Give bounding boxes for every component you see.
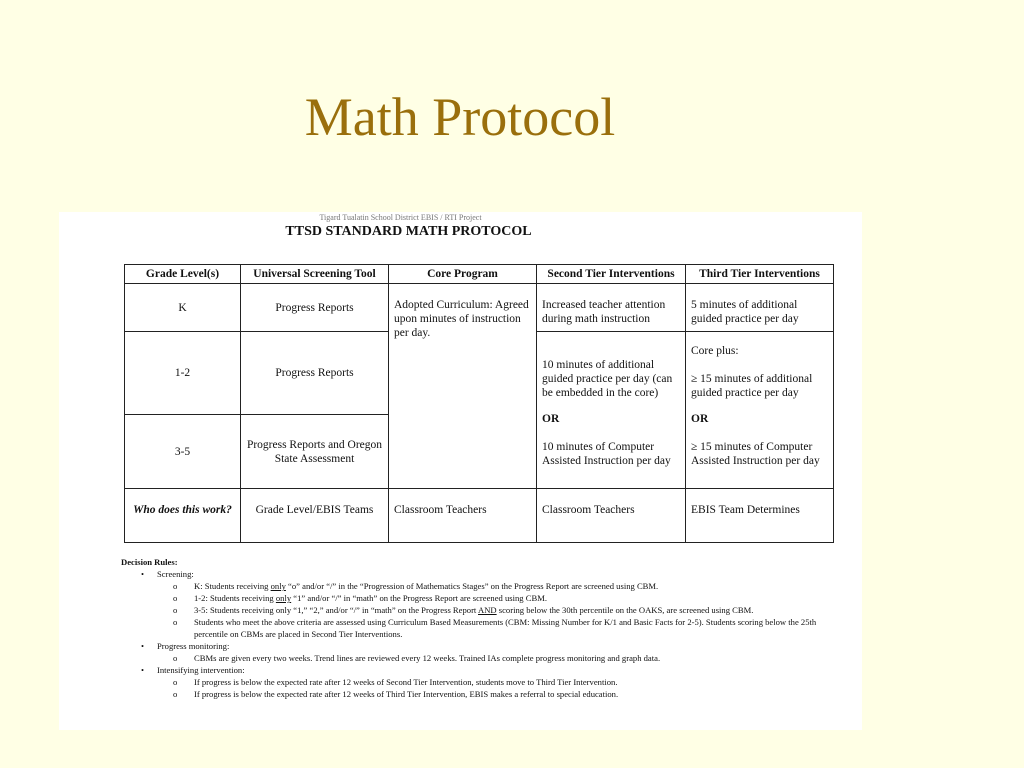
intensifying-sublist — [157, 676, 821, 700]
intensifying-text-2: If progress is below the expected rate after 12 weeks of Third Tier Intervention, EBIS makes a referral to special education. — [194, 689, 619, 699]
list-item — [173, 580, 821, 592]
circle-bullet-icon: o — [173, 581, 178, 591]
circle-bullet-icon: o — [173, 617, 178, 627]
list-item — [173, 676, 821, 688]
second-tier-option-1: 10 minutes of additional guided practice per day (can be embedded in the core) — [542, 359, 673, 399]
second-tier-option-2: 10 minutes of Computer Assisted Instruction per day — [542, 441, 671, 467]
decision-rules-heading: Decision Rules: — [121, 557, 178, 567]
cell-tool-3-5: Progress Reports and Oregon State Assessment — [241, 415, 389, 489]
screening-1-2-text: 1-2: Students receiving — [194, 593, 276, 603]
cell-third-upper — [686, 332, 834, 489]
screening-label: Screening: — [157, 569, 194, 579]
screening-k-only: only — [270, 581, 286, 591]
screening-3-5-text: 3-5: Students receiving only “1,” “2,” and/or “/” in “math” on the Progress Report — [194, 605, 478, 615]
monitoring-sublist — [157, 652, 821, 664]
screening-k-text-2: “o” and/or “/” in the “Progression of Mathematics Stages” on the Progress Report are screened using CBM. — [285, 581, 659, 591]
circle-bullet-icon: o — [173, 677, 178, 687]
cell-who-label: Who does this work? — [125, 489, 241, 543]
bullet-icon: • — [141, 569, 145, 579]
cell-third-k: 5 minutes of additional guided practice per day — [686, 284, 834, 332]
list-item — [173, 652, 821, 664]
table-row-who — [125, 489, 834, 543]
screening-3-5-and: AND — [478, 605, 497, 615]
screening-3-5-text-2: scoring below the 30th percentile on the OAKS, are screened using CBM. — [496, 605, 754, 615]
header-third-tier: Third Tier Interventions — [686, 265, 834, 284]
screening-1-2-text-2: “1” and/or “/” in “math” on the Progress Report are screened using CBM. — [291, 593, 547, 603]
slide-title: Math Protocol — [304, 87, 616, 147]
cell-second-k: Increased teacher attention during math instruction — [537, 284, 686, 332]
document-title: TTSD STANDARD MATH PROTOCOL — [285, 224, 532, 239]
table-header-row — [125, 265, 834, 284]
document-header: Tigard Tualatin School District EBIS / RTI Project — [319, 213, 482, 222]
header-second-tier: Second Tier Interventions — [537, 265, 686, 284]
cell-tool-k: Progress Reports — [241, 284, 389, 332]
bullet-icon: • — [141, 641, 145, 651]
intensifying-text-1: If progress is below the expected rate after 12 weeks of Second Tier Intervention, students move to Third Tier Intervention. — [194, 677, 618, 687]
circle-bullet-icon: o — [173, 689, 178, 699]
header-screening-tool: Universal Screening Tool — [241, 265, 389, 284]
list-item — [173, 616, 821, 640]
cell-grade-k: K — [125, 284, 241, 332]
header-core-program: Core Program — [389, 265, 537, 284]
list-item — [173, 592, 821, 604]
screening-cbm-text: Students who meet the above criteria are assessed using Curriculum Based Measurements (CBM: Missing Number for K/1 and Basic Facts for 2-5). Students scoring below the 25th percentile on CBMs are placed in Second Tier Interventions. — [194, 617, 817, 639]
cell-who-core: Classroom Teachers — [389, 489, 537, 543]
third-tier-option-1: ≥ 15 minutes of additional guided practice per day — [691, 373, 813, 399]
list-item — [173, 604, 821, 616]
cell-who-tool: Grade Level/EBIS Teams — [241, 489, 389, 543]
cell-grade-1-2: 1-2 — [125, 332, 241, 415]
circle-bullet-icon: o — [173, 653, 178, 663]
screening-k-text: K: Students receiving — [194, 581, 271, 591]
second-tier-or: OR — [542, 413, 560, 425]
third-tier-core-plus: Core plus: — [691, 345, 739, 357]
table-row-k — [125, 284, 834, 332]
protocol-table — [124, 264, 834, 543]
header-grade-level: Grade Level(s) — [125, 265, 241, 284]
circle-bullet-icon: o — [173, 605, 178, 615]
list-item — [135, 664, 821, 700]
monitoring-label: Progress monitoring: — [157, 641, 230, 651]
bullet-icon: • — [141, 665, 145, 675]
third-tier-option-2: ≥ 15 minutes of Computer Assisted Instruction per day — [691, 441, 820, 467]
cell-who-third: EBIS Team Determines — [686, 489, 834, 543]
monitoring-text: CBMs are given every two weeks. Trend lines are reviewed every 12 weeks. Trained IAs complete progress monitoring and graph data. — [194, 653, 661, 663]
protocol-document — [59, 212, 862, 730]
cell-second-upper — [537, 332, 686, 489]
list-item — [135, 568, 821, 640]
decision-rules — [121, 556, 821, 700]
cell-grade-3-5: 3-5 — [125, 415, 241, 489]
screening-sublist — [157, 580, 821, 640]
list-item — [135, 640, 821, 664]
cell-who-second: Classroom Teachers — [537, 489, 686, 543]
third-tier-or: OR — [691, 413, 709, 425]
circle-bullet-icon: o — [173, 593, 178, 603]
intensifying-label: Intensifying intervention: — [157, 665, 245, 675]
screening-1-2-only: only — [275, 593, 292, 603]
cell-core-program: Adopted Curriculum: Agreed upon minutes of instruction per day. — [389, 284, 537, 489]
list-item — [173, 688, 821, 700]
decision-rules-list — [121, 568, 821, 700]
cell-tool-1-2: Progress Reports — [241, 332, 389, 415]
